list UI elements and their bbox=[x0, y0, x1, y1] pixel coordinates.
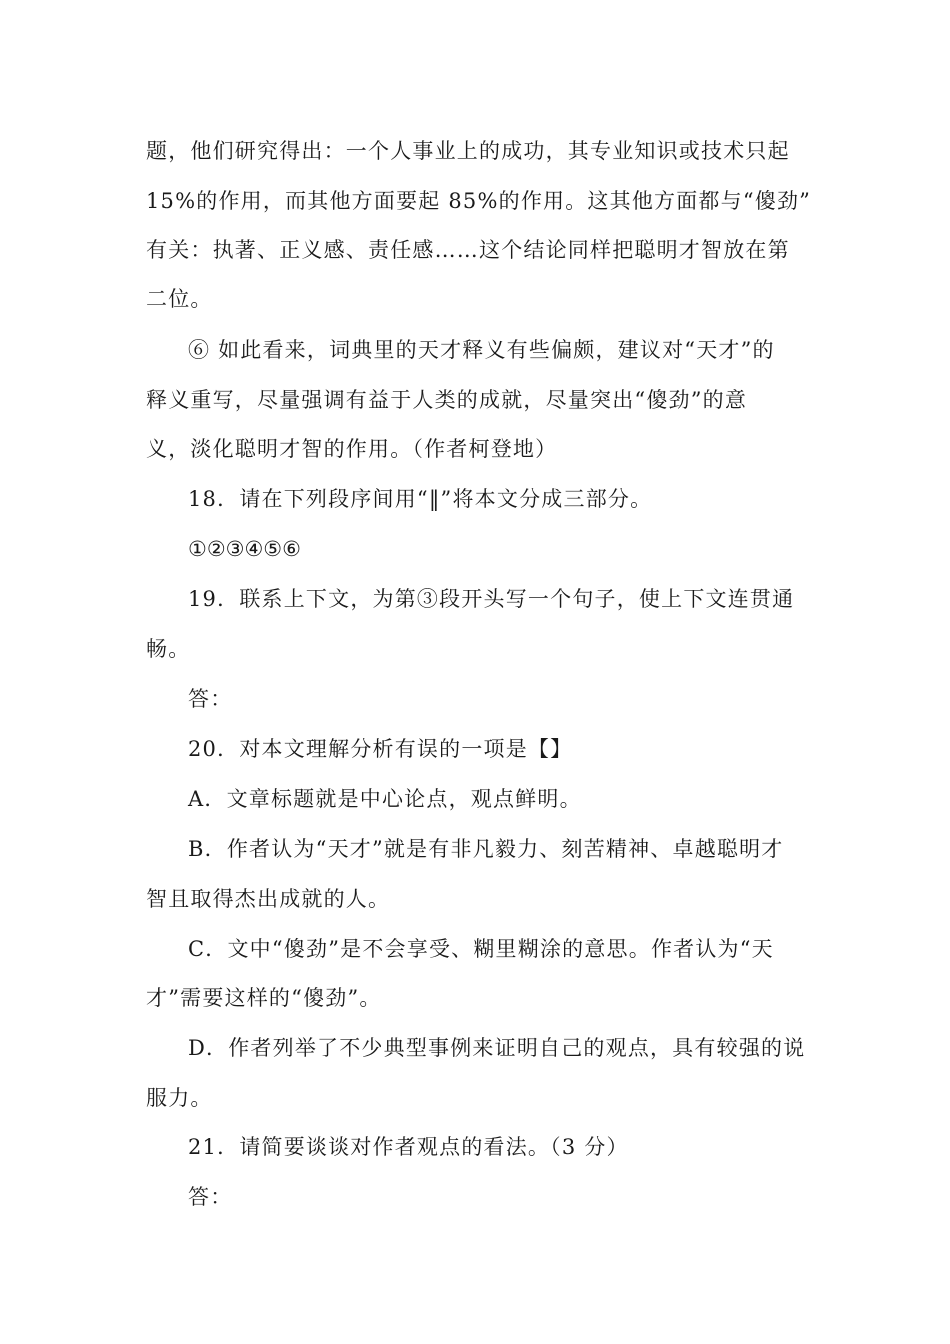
paragraph-5-line-1: 题，他们研究得出：一个人事业上的成功，其专业知识或技术只起 bbox=[146, 139, 790, 163]
paragraph-5-line-4: 二位。 bbox=[146, 287, 213, 311]
paragraph-6-line-1: ⑥ 如此看来，词典里的天才释义有些偏颇，建议对“天才”的 bbox=[188, 338, 775, 362]
option-d-line-1: D．作者列举了不少典型事例来证明自己的观点，具有较强的说 bbox=[188, 1036, 806, 1060]
question-19-line-2: 畅。 bbox=[146, 637, 191, 661]
option-c-line-2: 才”需要这样的“傻劲”。 bbox=[146, 986, 382, 1010]
question-21: 21．请简要谈谈对作者观点的看法。（3 分） bbox=[188, 1135, 629, 1159]
paragraph-6-line-2: 释义重写，尽量强调有益于人类的成就，尽量突出“傻劲”的意 bbox=[146, 388, 748, 412]
paragraph-5-line-2: 15%的作用，而其他方面要起 85%的作用。这其他方面都与“傻劲” bbox=[146, 189, 812, 213]
question-18: 18．请在下列段序间用“‖”将本文分成三部分。 bbox=[188, 487, 653, 511]
option-d-line-2: 服力。 bbox=[146, 1086, 213, 1110]
paragraph-5-line-3: 有关：执著、正义感、责任感……这个结论同样把聪明才智放在第 bbox=[146, 238, 790, 262]
option-b-line-2: 智且取得杰出成就的人。 bbox=[146, 887, 391, 911]
question-19-line-1: 19．联系上下文，为第③段开头写一个句子，使上下文连贯通 bbox=[188, 587, 795, 611]
answer-19-label: 答： bbox=[188, 687, 233, 711]
option-b-line-1: B．作者认为“天才”就是有非凡毅力、刻苦精神、卓越聪明才 bbox=[188, 837, 784, 861]
paragraph-sequence: ①②③④⑤⑥ bbox=[188, 537, 301, 561]
paragraph-6-line-3: 义，淡化聪明才智的作用。（作者柯登地） bbox=[146, 437, 558, 461]
answer-21-label: 答： bbox=[188, 1185, 233, 1209]
option-c-line-1: C．文中“傻劲”是不会享受、糊里糊涂的意思。作者认为“天 bbox=[188, 937, 774, 961]
question-20: 20．对本文理解分析有误的一项是【】 bbox=[188, 737, 573, 761]
option-a: A．文章标题就是中心论点，观点鲜明。 bbox=[188, 787, 582, 811]
